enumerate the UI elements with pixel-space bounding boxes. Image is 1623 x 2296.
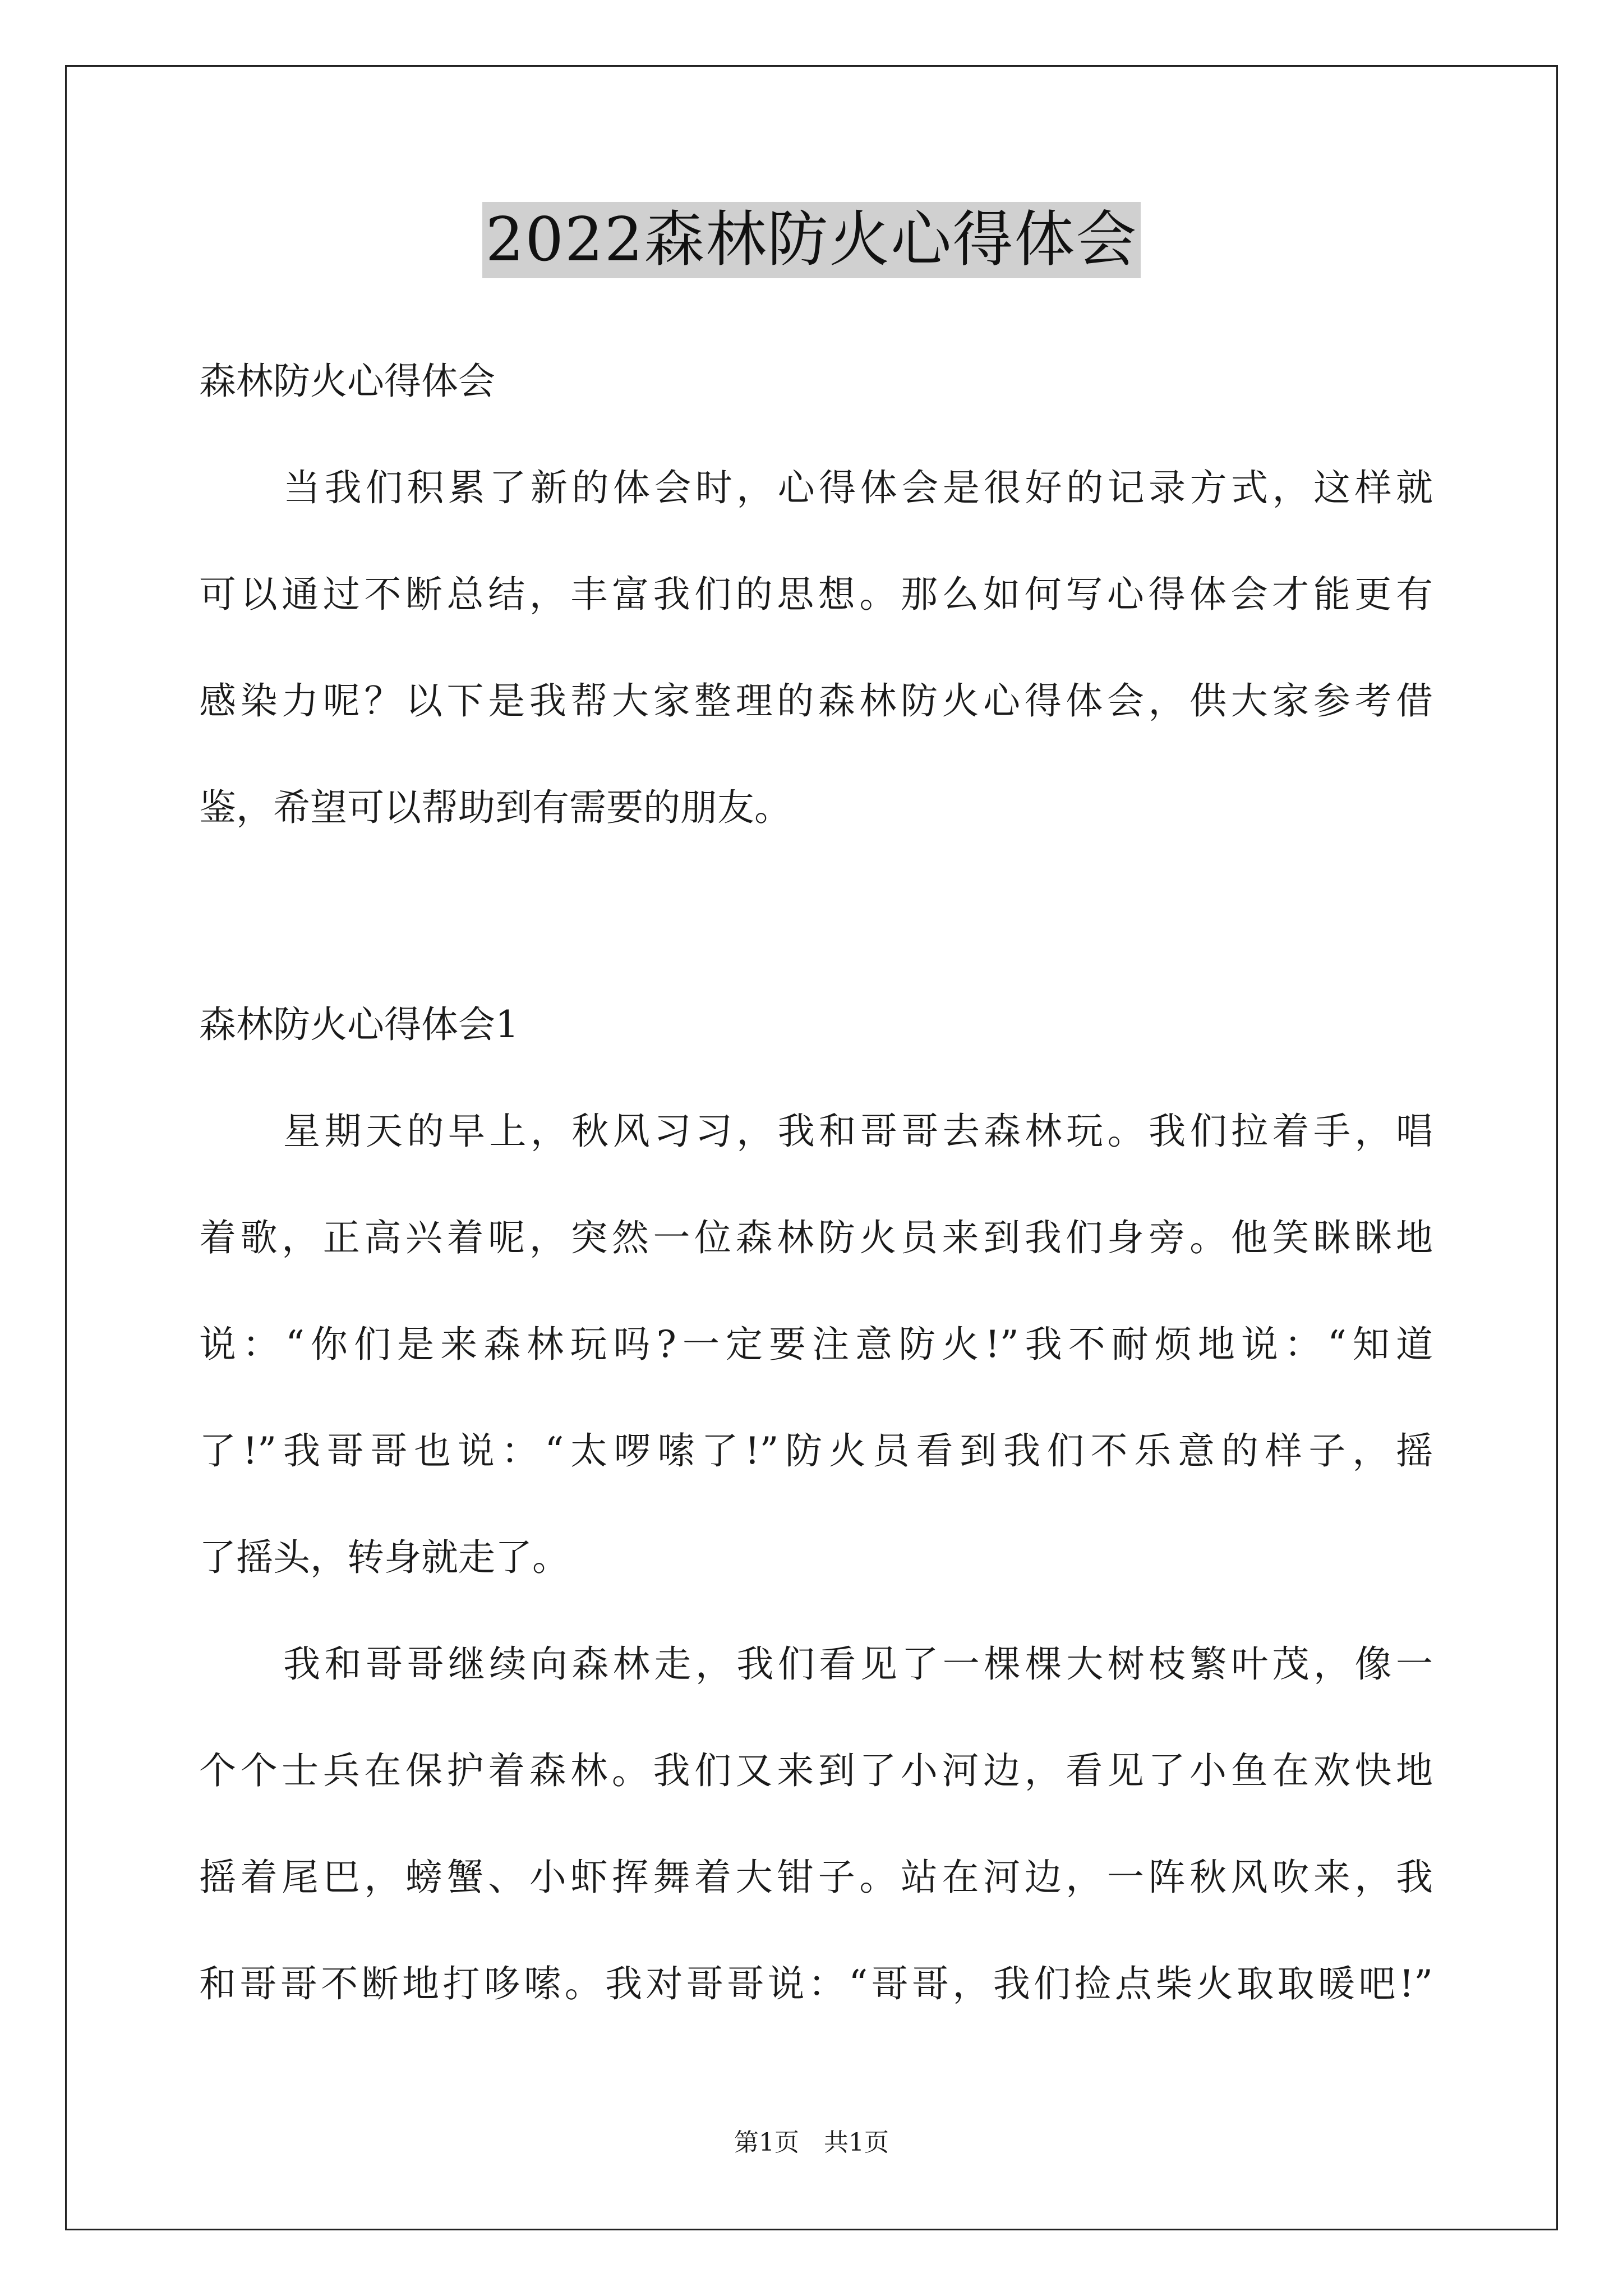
paragraph-line: 我和哥哥继续向森林走，我们看见了一棵棵大树枝繁叶茂，像一 xyxy=(283,1642,1433,1686)
paragraph-line: 了!”我哥哥也说：“太啰嗦了!”防火员看到我们不乐意的样子，摇 xyxy=(199,1429,1433,1473)
page-footer: 第1页 共1页 xyxy=(734,2128,889,2157)
intro-line: 可以通过不断总结，丰富我们的思想。那么如何写心得体会才能更有 xyxy=(199,573,1433,616)
paragraph-line: 个个士兵在保护着森林。我们又来到了小河边，看见了小鱼在欢快地 xyxy=(199,1749,1433,1792)
paragraph-line: 说：“你们是来森林玩吗?一定要注意防火!”我不耐烦地说：“知道 xyxy=(199,1323,1433,1366)
intro-heading: 森林防火心得体会 xyxy=(199,360,495,403)
title-container xyxy=(0,202,1623,278)
intro-line: 鉴，希望可以帮助到有需要的朋友。 xyxy=(199,786,791,829)
document-title: 2022森林防火心得体会 xyxy=(482,202,1141,278)
intro-line: 感染力呢？以下是我帮大家整理的森林防火心得体会，供大家参考借 xyxy=(199,679,1433,723)
paragraph-line: 星期天的早上，秋风习习，我和哥哥去森林玩。我们拉着手，唱 xyxy=(283,1110,1433,1153)
intro-line: 当我们积累了新的体会时，心得体会是很好的记录方式，这样就 xyxy=(283,466,1433,509)
paragraph-line: 了摇头，转身就走了。 xyxy=(199,1536,569,1579)
section-heading: 森林防火心得体会1 xyxy=(199,1003,519,1046)
paragraph-line: 摇着尾巴，螃蟹、小虾挥舞着大钳子。站在河边，一阵秋风吹来，我 xyxy=(199,1856,1433,1899)
paragraph-line: 和哥哥不断地打哆嗦。我对哥哥说：“哥哥，我们捡点柴火取取暖吧!” xyxy=(199,1962,1433,2005)
paragraph-line: 着歌，正高兴着呢，突然一位森林防火员来到我们身旁。他笑眯眯地 xyxy=(199,1216,1433,1259)
